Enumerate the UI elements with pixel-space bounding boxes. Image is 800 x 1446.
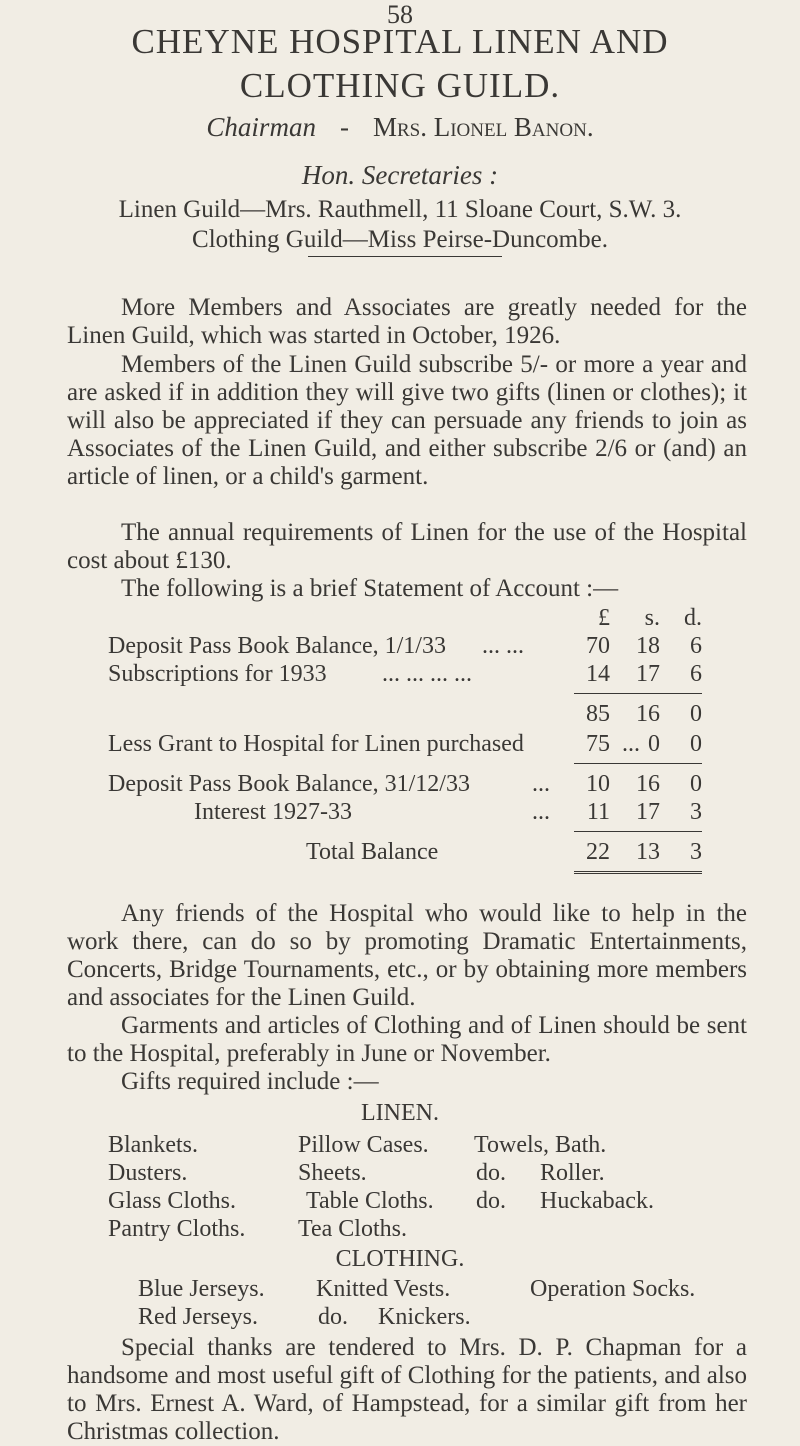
- title-line-1: CHEYNE HOSPITAL LINEN AND: [131, 22, 669, 61]
- account-label: Deposit Pass Book Balance, 31/12/33: [108, 771, 470, 797]
- account-label: Subscriptions for 1933: [108, 661, 327, 687]
- amount-pounds: 75: [586, 731, 610, 757]
- amount-pounds: 11: [586, 799, 610, 825]
- account-dots: ...: [532, 771, 550, 797]
- list-item: Blue Jerseys.: [138, 1276, 265, 1302]
- amount-pence: 3: [690, 839, 702, 865]
- list-item: Blankets.: [108, 1132, 198, 1158]
- amount-pence: 0: [690, 701, 702, 727]
- sum-rule: [574, 763, 702, 764]
- amount-pounds: 14: [586, 661, 610, 687]
- amount-shillings: 18: [636, 633, 660, 659]
- amount-shillings: 16: [636, 771, 660, 797]
- account-amount: [572, 661, 702, 688]
- total-double-rule: [574, 871, 702, 874]
- paragraph-statement-intro: The following is a brief Statement of Account :—: [121, 575, 619, 602]
- list-item: Red Jerseys.: [138, 1304, 258, 1330]
- chairman-name: Mrs. Lionel Banon.: [372, 112, 594, 142]
- sum-rule: [574, 693, 702, 694]
- list-item: do.: [476, 1188, 506, 1214]
- amount-pounds: 85: [586, 701, 610, 727]
- list-item: Roller.: [540, 1160, 605, 1186]
- list-item: Operation Socks.: [530, 1276, 696, 1302]
- list-item: Glass Cloths.: [108, 1188, 237, 1214]
- paragraph-gifts-required: Gifts required include :—: [121, 1068, 379, 1095]
- amount-pence: 6: [690, 661, 702, 687]
- account-label: Interest 1927-33: [194, 799, 352, 825]
- account-label: Deposit Pass Book Balance, 1/1/33: [108, 633, 446, 659]
- chairman-sep: -: [339, 112, 349, 142]
- title-line-2: CLOTHING GUILD.: [239, 66, 561, 105]
- amount-shillings: 17: [636, 661, 660, 687]
- account-dots: ...: [532, 799, 550, 825]
- paragraph-help: Any friends of the Hospital who would like to help in the work there, can do so by promoting Dramatic Entertainments, Concerts, Bridge Tournaments, etc., or by obtaining more members and associates for the Linen Guild.: [67, 900, 747, 1011]
- header-pence: d.: [684, 605, 702, 631]
- amount-pounds: 22: [586, 839, 610, 865]
- hon-secretaries-label: Hon. Secretaries :: [301, 160, 499, 190]
- account-amount: [572, 771, 702, 798]
- clothing-heading: CLOTHING.: [335, 1246, 465, 1272]
- chairman-line: [0, 112, 800, 143]
- list-item: Tea Cloths.: [298, 1216, 407, 1242]
- linen-heading: LINEN.: [361, 1100, 439, 1126]
- paragraph-members-needed: More Members and Associates are greatly needed for the Linen Guild, which was started in October, 1926.: [67, 294, 747, 349]
- amount-pence: 0: [690, 731, 702, 757]
- list-item: Dusters.: [108, 1160, 188, 1186]
- list-item: Pillow Cases.: [298, 1132, 429, 1158]
- header-shillings: s.: [644, 605, 660, 631]
- paragraph-annual-requirements: The annual requirements of Linen for the use of the Hospital cost about £130.: [67, 519, 747, 574]
- account-amount: [572, 731, 702, 758]
- account-dots: ...: [622, 731, 640, 757]
- account-dots: ... ...: [482, 633, 524, 659]
- account-amount-subtotal: [572, 701, 702, 728]
- list-item: do.: [318, 1304, 348, 1330]
- amount-pounds: 70: [586, 633, 610, 659]
- paragraph-special-thanks: Special thanks are tendered to Mrs. D. P. Chapman for a handsome and most useful gift of Clothing for the patients, and also to Mrs. Ernest A. Ward, of Hampstead, for a similar gift from her Christmas collection.: [67, 1334, 747, 1445]
- amount-shillings: 16: [636, 701, 660, 727]
- list-item: Pantry Cloths.: [108, 1216, 246, 1242]
- account-amount: [572, 799, 702, 826]
- header-pounds: £: [598, 605, 610, 631]
- amount-pence: 6: [690, 633, 702, 659]
- account-dots: ... ... ... ...: [382, 661, 472, 687]
- amount-pence: 3: [690, 799, 702, 825]
- paragraph-subscriptions: Members of the Linen Guild subscribe 5/- or more a year and are asked if in addition they will give two gifts (linen or clothes); it will also be appreciated if they can persuade any friends to join as Associates of the Linen Guild, and either subscribe 2/6 or (and) an article of linen, or a child's garment.: [67, 351, 747, 490]
- account-label: Less Grant to Hospital for Linen purchased: [108, 731, 524, 757]
- account-amount: [572, 633, 702, 660]
- amount-pounds: 10: [586, 771, 610, 797]
- paragraph-garments: Garments and articles of Clothing and of Linen should be sent to the Hospital, preferably in June or November.: [67, 1012, 747, 1067]
- amount-shillings: 0: [648, 731, 660, 757]
- list-item: Sheets.: [298, 1160, 367, 1186]
- linen-guild-secretary: Linen Guild—Mrs. Rauthmell, 11 Sloane Court, S.W. 3.: [118, 196, 682, 223]
- list-item: Huckaback.: [540, 1188, 654, 1214]
- account-headers: [572, 605, 702, 632]
- amount-pence: 0: [690, 771, 702, 797]
- list-item: Towels, Bath.: [474, 1132, 607, 1158]
- amount-shillings: 17: [636, 799, 660, 825]
- amount-shillings: 13: [636, 839, 660, 865]
- account-amount-total: [572, 839, 702, 866]
- list-item: Knickers.: [378, 1304, 471, 1330]
- list-item: Knitted Vests.: [316, 1276, 451, 1302]
- page-number: 58: [387, 0, 413, 29]
- list-item: Table Cloths.: [306, 1188, 434, 1214]
- clothing-guild-secretary: Clothing Guild—Miss Peirse-Duncombe.: [192, 226, 608, 253]
- divider-rule: [308, 256, 502, 257]
- chairman-label: Chairman: [206, 112, 316, 142]
- list-item: do.: [476, 1160, 506, 1186]
- account-label: Total Balance: [306, 839, 439, 865]
- sum-rule: [574, 831, 702, 832]
